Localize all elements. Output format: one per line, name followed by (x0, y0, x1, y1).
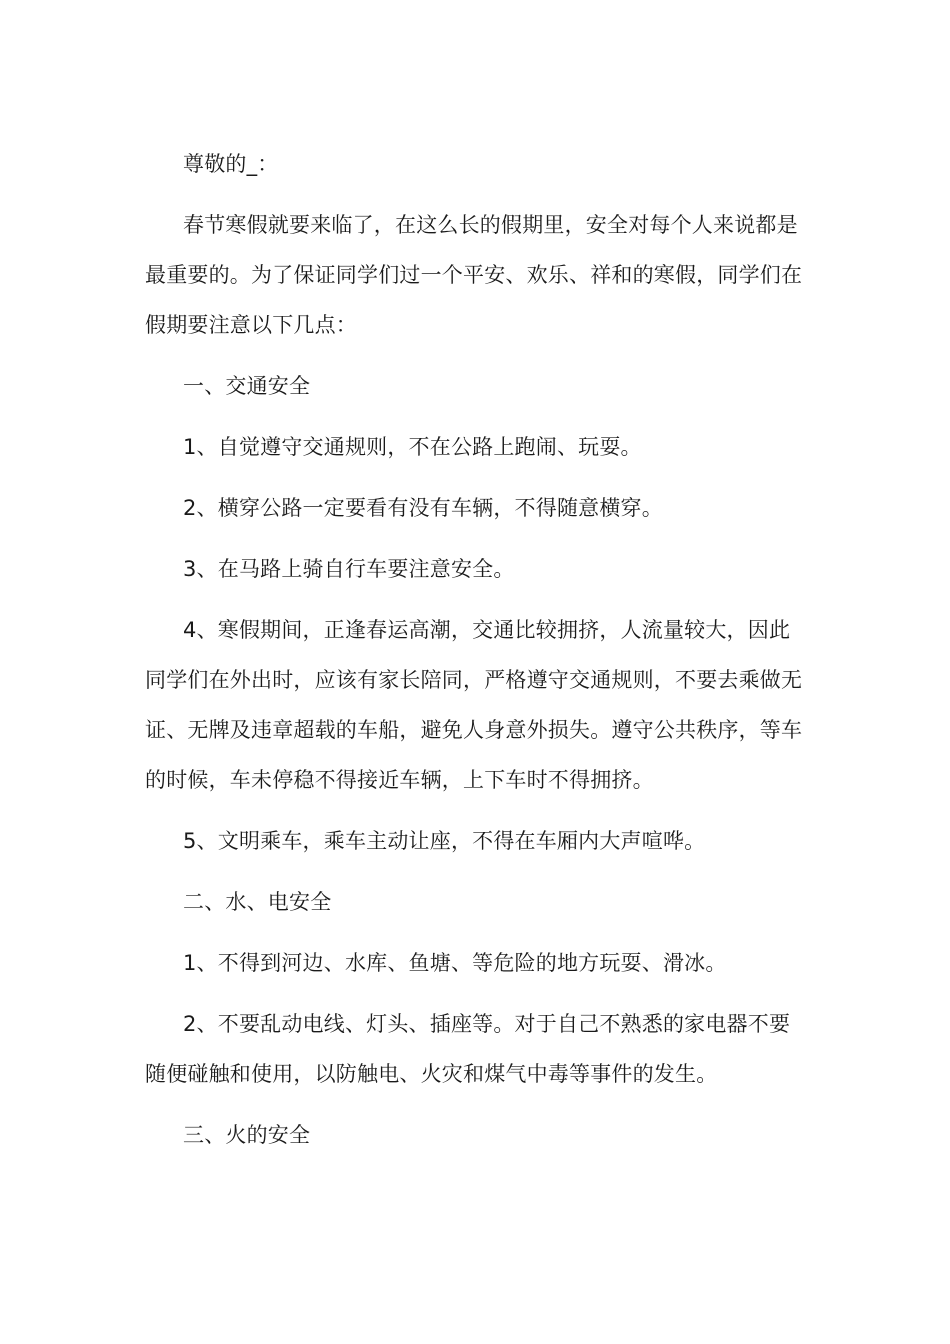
salutation: 尊敬的_： (183, 152, 279, 176)
intro-paragraph: 春节寒假就要来临了，在这么长的假期里，安全对每个人来说都是最重要的。为了保证同学们过一个平安、欢乐、祥和的寒假，同学们在假期要注意以下几点： (145, 213, 803, 337)
traffic-item-4: 4、寒假期间，正逢春运高潮，交通比较拥挤，人流量较大，因此同学们在外出时，应该有家长陪同，严格遵守交通规则，不要去乘做无证、无牌及违章超载的车船，避免人身意外损失。遵守公共秩序，等车的时候，车未停稳不得接近车辆，上下车时不得拥挤。 (145, 618, 803, 792)
section-heading-water-electric: 二、水、电安全 (183, 890, 332, 914)
section-heading-traffic: 一、交通安全 (183, 374, 311, 398)
document-page (145, 139, 805, 1160)
traffic-item-3: 3、在马路上骑自行车要注意安全。 (183, 557, 515, 581)
water-item-1: 1、不得到河边、水库、鱼塘、等危险的地方玩耍、滑冰。 (183, 951, 727, 975)
section-heading-fire: 三、火的安全 (183, 1123, 311, 1147)
traffic-item-5: 5、文明乘车，乘车主动让座，不得在车厢内大声喧哗。 (183, 829, 706, 853)
traffic-item-1: 1、自觉遵守交通规则，不在公路上跑闹、玩耍。 (183, 435, 642, 459)
electric-item-2: 2、不要乱动电线、灯头、插座等。对于自己不熟悉的家电器不要随便碰触和使用，以防触电、火灾和煤气中毒等事件的发生。 (145, 1012, 791, 1086)
traffic-item-2: 2、横穿公路一定要看有没有车辆，不得随意横穿。 (183, 496, 663, 520)
